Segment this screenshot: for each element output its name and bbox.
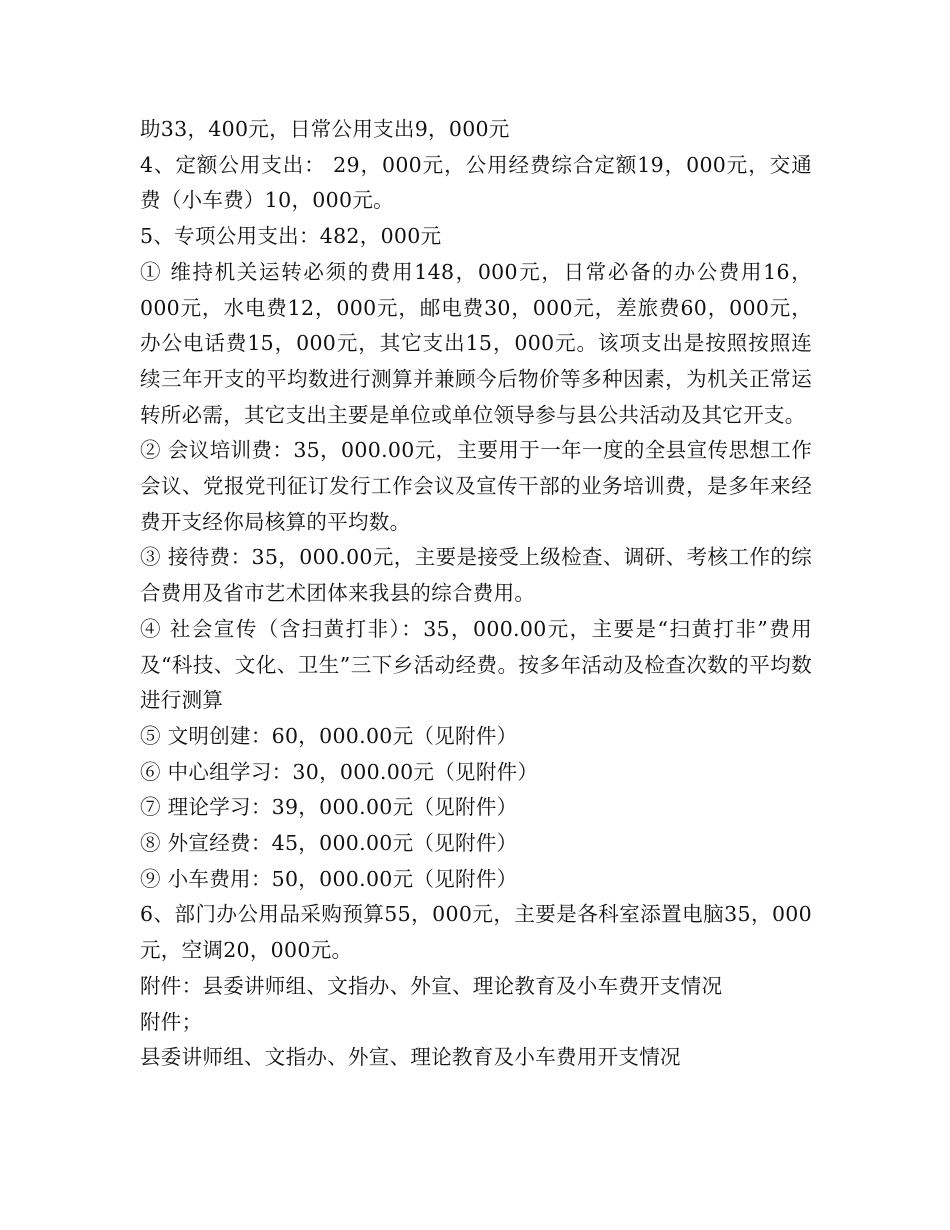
paragraph-item-8-external-publicity: ⑧ 外宣经费：45，000.00元（见附件） <box>140 831 518 856</box>
paragraph-item-3-reception: ③ 接待费：35，000.00元，主要是接受上级检查、调研、考核工作的综合费用及省市艺术团体来我县的综合费用。 <box>140 545 812 606</box>
paragraph-item-4-social-publicity: ④ 社会宣传（含扫黄打非）：35，000.00元，主要是“扫黄打非”费用及“科技、文化、卫生”三下乡活动经费。按多年活动及检查次数的平均数进行测算 <box>140 616 812 713</box>
paragraph-item-7-theory-study: ⑦ 理论学习：39，000.00元（见附件） <box>140 795 518 820</box>
paragraph-item-5-civilization: ⑤ 文明创建：60，000.00元（见附件） <box>140 723 518 748</box>
paragraph-procurement-budget: 6、部门办公用品采购预算55，000元，主要是各科室添置电脑35，000元，空调20，000元。 <box>140 902 812 963</box>
paragraph-item-1-operation-costs: ① 维持机关运转必须的费用148，000元，日常必备的办公费用16，000元，水电费12，000元，邮电费30，000元，差旅费60，000元，办公电话费15，000元，其它支出15，000元。该项支出是按照按照连续三年开支的平均数进行测算并兼顾今后物价等多种因素，为机关正常运转所必需，其它支出主要是单位或单位领导参与县公共活动及其它开支。 <box>140 259 812 427</box>
paragraph-attachment-title: 县委讲师组、文指办、外宣、理论教育及小车费用开支情况 <box>140 1045 681 1070</box>
paragraph-item-2-meeting-training: ② 会议培训费：35，000.00元，主要用于一年一度的全县宣传思想工作会议、党报党刊征订发行工作会议及宣传干部的业务培训费，是多年来经费开支经你局核算的平均数。 <box>140 438 812 534</box>
paragraph-special-public-expenditure: 5、专项公用支出：482，000元 <box>140 224 442 249</box>
paragraph-attachment-note: 附件：县委讲师组、文指办、外宣、理论教育及小车费开支情况 <box>140 973 723 998</box>
paragraph-continuation: 助33，400元，日常公用支出9，000元 <box>140 117 510 141</box>
paragraph-fixed-public-expenditure: 4、定额公用支出： 29，000元，公用经费综合定额19，000元，交通费（小车费）10，000元。 <box>140 152 812 213</box>
paragraph-attachment-label: 附件； <box>140 1009 203 1034</box>
document-body <box>140 112 812 1076</box>
paragraph-item-9-car-expenses: ⑨ 小车费用：50，000.00元（见附件） <box>140 866 518 891</box>
paragraph-item-6-central-group: ⑥ 中心组学习：30，000.00元（见附件） <box>140 759 539 784</box>
